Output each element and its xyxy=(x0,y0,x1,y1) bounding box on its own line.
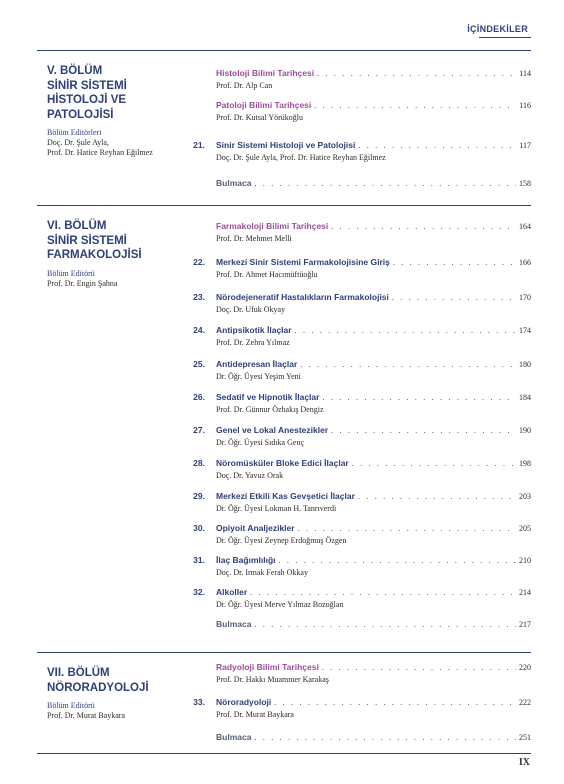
chapter-number: 32. xyxy=(193,587,205,597)
entry-title-line xyxy=(216,523,531,533)
chapter-number: 30. xyxy=(193,523,205,533)
entry-page-number: 203 xyxy=(519,492,531,501)
entry-title-line xyxy=(216,359,531,369)
entry-title-line xyxy=(216,619,531,629)
entry-page-number: 210 xyxy=(519,556,531,565)
entry-page-number: 174 xyxy=(519,326,531,335)
entry-title[interactable]: Nörodejeneratif Hastalıkların Farmakolojisi xyxy=(216,292,389,302)
section-heading-line: SİNİR SİSTEMİ xyxy=(47,234,127,247)
entry-page-number: 170 xyxy=(519,293,531,302)
entry-page-number: 214 xyxy=(519,588,531,597)
entry-title[interactable]: Nöroradyoloji xyxy=(216,697,272,707)
dot-leader xyxy=(322,394,516,402)
entry-title[interactable]: Histoloji Bilimi Tarihçesi xyxy=(216,68,315,78)
entry-page-number: 158 xyxy=(519,179,531,188)
entry-author: Dr. Öğr. Üyesi Zeynep Erdoğmuş Özgen xyxy=(216,536,347,545)
dot-leader xyxy=(298,525,516,533)
entry-title[interactable]: Antidepresan İlaçlar xyxy=(216,359,298,369)
entry-page-number: 251 xyxy=(519,733,531,742)
entry-title-line xyxy=(216,458,531,468)
entry-title-line xyxy=(216,555,531,565)
entry-title-line xyxy=(216,662,531,672)
entry-author: Dr. Öğr. Üyesi Sıdıka Genç xyxy=(216,438,304,447)
chapter-number: 27. xyxy=(193,425,205,435)
dot-leader xyxy=(393,259,516,267)
entry-page-number: 198 xyxy=(519,459,531,468)
entry-author: Prof. Dr. Ahmet Hacımüftüoğlu xyxy=(216,270,318,279)
section-editor-label: Bölüm Editörleri xyxy=(47,128,102,137)
entry-title-line xyxy=(216,292,531,302)
entry-author: Doç. Dr. Şule Ayla, Prof. Dr. Hatice Reyhan Eğilmez xyxy=(216,153,386,162)
entry-page-number: 222 xyxy=(519,698,531,707)
entry-title-line xyxy=(216,732,531,742)
entry-author: Prof. Dr. Kutsal Yörükoğlu xyxy=(216,113,304,122)
entry-author: Doç. Dr. Irmak Ferah Okkay xyxy=(216,568,308,577)
entry-title[interactable]: Alkoller xyxy=(216,587,248,597)
dot-leader xyxy=(295,327,516,335)
dot-leader xyxy=(254,734,516,742)
entry-title-line xyxy=(216,68,531,78)
dot-leader xyxy=(300,361,516,369)
dot-leader xyxy=(274,699,516,707)
entry-title[interactable]: Sinir Sistemi Histoloji ve Patolojisi xyxy=(216,140,356,150)
entry-page-number: 180 xyxy=(519,360,531,369)
entry-title-line xyxy=(216,221,531,231)
section-editor-name: Prof. Dr. Engin Şahna xyxy=(47,278,118,288)
entry-page-number: 217 xyxy=(519,620,531,629)
footer-rule xyxy=(37,753,531,754)
section-editor-label: Bölüm Editörü xyxy=(47,701,95,710)
entry-page-number: 166 xyxy=(519,258,531,267)
entry-title[interactable]: Sedatif ve Hipnotik İlaçlar xyxy=(216,392,320,402)
entry-author: Prof. Dr. Murat Baykara xyxy=(216,710,294,719)
header-rule xyxy=(479,37,531,38)
entry-title[interactable]: İlaç Bağımlılığı xyxy=(216,555,276,565)
entry-page-number: 116 xyxy=(519,101,531,110)
section-heading-line: PATOLOJİSİ xyxy=(47,108,114,121)
page-header-title: İÇİNDEKİLER xyxy=(467,24,528,34)
entry-title-line xyxy=(216,140,531,150)
entry-title[interactable]: Farmakoloji Bilimi Tarihçesi xyxy=(216,221,329,231)
entry-title[interactable]: Merkezi Etkili Kas Gevşetici İlaçlar xyxy=(216,491,355,501)
dot-leader xyxy=(250,589,516,597)
entry-title-line xyxy=(216,425,531,435)
dot-leader xyxy=(331,223,516,231)
chapter-number: 28. xyxy=(193,458,205,468)
section-editor-name: Doç. Dr. Şule Ayla, xyxy=(47,138,109,147)
section-heading-line: SİNİR SİSTEMİ xyxy=(47,79,127,92)
entry-page-number: 114 xyxy=(519,69,531,78)
section-rule xyxy=(37,205,531,206)
entry-title-line xyxy=(216,587,531,597)
entry-title-line xyxy=(216,257,531,267)
section-editor-label: Bölüm Editörü xyxy=(47,268,95,278)
entry-title-line xyxy=(216,100,531,110)
dot-leader xyxy=(279,557,516,565)
entry-author: Doç. Dr. Ufuk Okyay xyxy=(216,305,286,314)
entry-title[interactable]: Bulmaca xyxy=(216,178,252,188)
entry-title-line xyxy=(216,697,531,707)
section-editor-name: Prof. Dr. Murat Baykara xyxy=(47,711,125,720)
entry-title-line xyxy=(216,491,531,501)
entry-author: Prof. Dr. Hakkı Muammer Karakaş xyxy=(216,675,329,684)
section-heading-line: VI. BÖLÜM xyxy=(47,220,107,232)
entry-page-number: 184 xyxy=(519,393,531,402)
dot-leader xyxy=(358,493,516,501)
chapter-number: 26. xyxy=(193,392,205,402)
entry-author: Dr. Öğr. Üyesi Merve Yılmaz Bozoğlan xyxy=(216,600,344,609)
entry-title[interactable]: Merkezi Sinir Sistemi Farmakolojisine Giriş xyxy=(216,257,390,267)
entry-author: Prof. Dr. Alp Can xyxy=(216,81,273,90)
section-info xyxy=(47,666,207,721)
entry-page-number: 205 xyxy=(519,524,531,533)
dot-leader xyxy=(392,294,516,302)
entry-author: Prof. Dr. Mehmet Melli xyxy=(216,234,292,243)
entry-title-line xyxy=(216,178,531,188)
entry-title[interactable]: Radyoloji Bilimi Tarihçesi xyxy=(216,662,319,672)
chapter-number: 25. xyxy=(193,359,205,369)
entry-author: Doç. Dr. Yavuz Orak xyxy=(216,471,284,480)
section-editor-name: Prof. Dr. Hatice Reyhan Eğilmez xyxy=(47,148,153,157)
entry-title-line xyxy=(216,325,531,335)
entry-title[interactable]: Bulmaca xyxy=(216,619,252,629)
entry-page-number: 117 xyxy=(519,141,531,150)
entry-page-number: 220 xyxy=(519,663,531,672)
dot-leader xyxy=(254,180,516,188)
entry-author: Dr. Öğr. Üyesi Yeşim Yeni xyxy=(216,372,301,381)
section-heading-line: VII. BÖLÜM xyxy=(47,667,110,679)
dot-leader xyxy=(317,70,516,78)
entry-page-number: 164 xyxy=(519,222,531,231)
dot-leader xyxy=(314,102,516,110)
entry-page-number: 190 xyxy=(519,426,531,435)
entry-title[interactable]: Genel ve Lokal Anestezikler xyxy=(216,425,329,435)
entry-title[interactable]: Opiyoit Analjezikler xyxy=(216,523,295,533)
section-heading-line: NÖRORADYOLOJİ xyxy=(47,681,149,694)
chapter-number: 24. xyxy=(193,325,205,335)
section-heading-line: HİSTOLOJİ VE xyxy=(47,94,127,106)
chapter-number: 22. xyxy=(193,257,205,267)
entry-title[interactable]: Antipsikotik İlaçlar xyxy=(216,325,292,335)
page-number: IX xyxy=(518,757,530,768)
chapter-number: 21. xyxy=(193,140,205,150)
entry-author: Dr. Öğr. Üyesi Lokman H. Tanrıverdi xyxy=(216,504,337,513)
entry-title-line xyxy=(216,392,531,402)
entry-author: Prof. Dr. Zehra Yılmaz xyxy=(216,338,290,347)
section-heading-line: FARMAKOLOJİSİ xyxy=(47,249,142,261)
chapter-number: 31. xyxy=(193,555,205,565)
chapter-number: 33. xyxy=(193,697,205,707)
chapter-number: 23. xyxy=(193,292,205,302)
dot-leader xyxy=(254,621,516,629)
dot-leader xyxy=(352,460,516,468)
section-rule xyxy=(37,50,531,51)
dot-leader xyxy=(331,427,516,435)
section-info xyxy=(47,219,207,289)
chapter-number: 29. xyxy=(193,491,205,501)
dot-leader xyxy=(358,142,516,150)
dot-leader xyxy=(322,664,516,672)
section-rule xyxy=(37,652,531,653)
entry-title[interactable]: Bulmaca xyxy=(216,732,252,742)
entry-title[interactable]: Patoloji Bilimi Tarihçesi xyxy=(216,100,312,110)
entry-author: Prof. Dr. Günnur Özbakış Dengiz xyxy=(216,405,324,414)
entry-title[interactable]: Nöromüsküler Bloke Edici İlaçlar xyxy=(216,458,349,468)
section-heading-line: V. BÖLÜM xyxy=(47,65,103,77)
